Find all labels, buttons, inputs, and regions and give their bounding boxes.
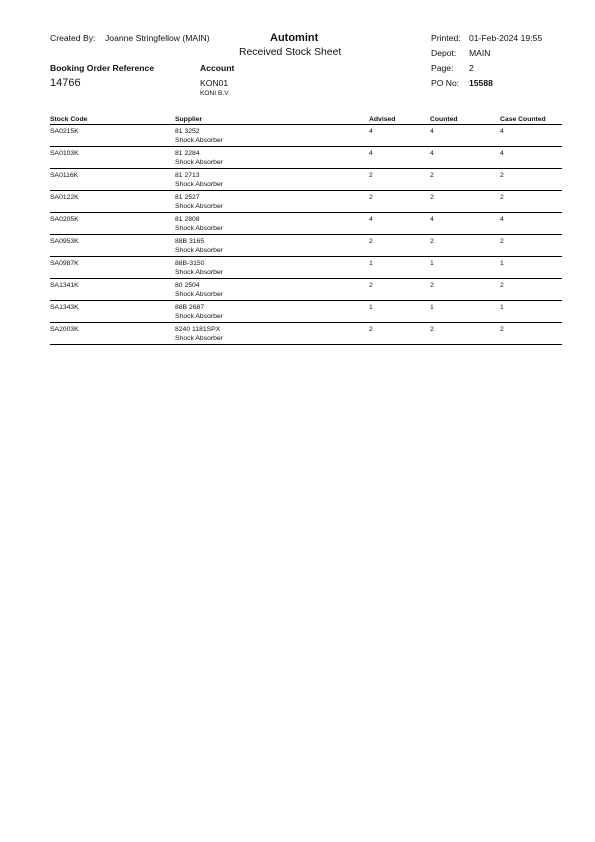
stock-code-cell: SA0116K [50,172,79,179]
page-value: 2 [469,63,474,73]
supplier-cell: 88B 2687 [175,304,205,311]
table-row [50,301,562,323]
account-code: KON01 [200,78,229,88]
supplier-description-cell: Shock Absorber [175,247,223,254]
case-counted-cell: 2 [500,172,504,179]
created-by-label: Created By: [50,33,96,43]
supplier-description-cell: Shock Absorber [175,291,223,298]
stock-code-cell: SA0103K [50,150,79,157]
counted-cell: 4 [430,150,434,157]
supplier-description-cell: Shock Absorber [175,335,223,342]
table-row [50,191,562,213]
case-counted-cell: 4 [500,128,504,135]
booking-ref-label: Booking Order Reference [50,63,155,73]
advised-cell: 1 [369,260,373,267]
column-header-stock-code: Stock Code [50,116,88,123]
table-header [50,114,562,125]
advised-cell: 2 [369,194,373,201]
account-label: Account [200,63,235,73]
case-counted-cell: 4 [500,216,504,223]
advised-cell: 2 [369,282,373,289]
counted-cell: 2 [430,238,434,245]
supplier-cell: 81 2713 [175,172,200,179]
supplier-cell: 81 2808 [175,216,200,223]
counted-cell: 2 [430,326,434,333]
printed-label: Printed: [431,33,461,43]
case-counted-cell: 2 [500,238,504,245]
table-row [50,279,562,301]
stock-code-cell: SA0953K [50,238,79,245]
advised-cell: 2 [369,238,373,245]
supplier-description-cell: Shock Absorber [175,137,223,144]
supplier-description-cell: Shock Absorber [175,313,223,320]
stock-table [50,114,562,345]
account-name: KONI B.V. [200,90,230,97]
page-label: Page: [431,63,454,73]
supplier-cell: 88B-3150 [175,260,205,267]
counted-cell: 1 [430,304,434,311]
created-by-value: Joanne Stringfellow (MAIN) [105,33,210,43]
stock-code-cell: SA0122K [50,194,79,201]
counted-cell: 4 [430,128,434,135]
table-row [50,169,562,191]
depot-label: Depot: [431,48,457,58]
table-row [50,147,562,169]
supplier-cell: 81 2527 [175,194,200,201]
counted-cell: 2 [430,282,434,289]
column-header-case-counted: Case Counted [500,116,546,123]
counted-cell: 1 [430,260,434,267]
table-row [50,235,562,257]
supplier-description-cell: Shock Absorber [175,269,223,276]
counted-cell: 2 [430,194,434,201]
stock-code-cell: SA2003K [50,326,79,333]
counted-cell: 2 [430,172,434,179]
supplier-description-cell: Shock Absorber [175,225,223,232]
column-header-supplier: Supplier [175,116,203,123]
supplier-description-cell: Shock Absorber [175,159,223,166]
sheet-title: Received Stock Sheet [239,47,342,58]
case-counted-cell: 4 [500,150,504,157]
case-counted-cell: 1 [500,304,504,311]
counted-cell: 4 [430,216,434,223]
table-row [50,213,562,235]
column-header-counted: Counted [430,116,458,123]
case-counted-cell: 2 [500,282,504,289]
stock-code-cell: SA1341K [50,282,79,289]
booking-ref-value: 14766 [50,77,81,89]
case-counted-cell: 2 [500,194,504,201]
supplier-description-cell: Shock Absorber [175,181,223,188]
supplier-cell: 80 2504 [175,282,200,289]
case-counted-cell: 2 [500,326,504,333]
advised-cell: 4 [369,216,373,223]
supplier-cell: 88B 3165 [175,238,205,245]
supplier-cell: 81 3252 [175,128,200,135]
stock-code-cell: SA0205K [50,216,79,223]
stock-code-cell: SA0215K [50,128,79,135]
po-value: 15588 [469,78,493,88]
table-row [50,323,562,345]
supplier-cell: 8240 1181SPX [175,326,221,333]
printed-value: 01-Feb-2024 19:55 [469,33,543,43]
advised-cell: 2 [369,326,373,333]
depot-value: MAIN [469,48,491,58]
stock-code-cell: SA0987K [50,260,79,267]
table-body [50,125,562,345]
advised-cell: 2 [369,172,373,179]
table-row [50,125,562,147]
supplier-cell: 81 2284 [175,150,200,157]
advised-cell: 1 [369,304,373,311]
table-row [50,257,562,279]
supplier-description-cell: Shock Absorber [175,203,223,210]
stock-code-cell: SA1343K [50,304,79,311]
advised-cell: 4 [369,128,373,135]
column-header-advised: Advised [369,116,396,123]
po-label: PO No: [431,78,460,88]
company-name: Automint [270,32,319,44]
advised-cell: 4 [369,150,373,157]
case-counted-cell: 1 [500,260,504,267]
